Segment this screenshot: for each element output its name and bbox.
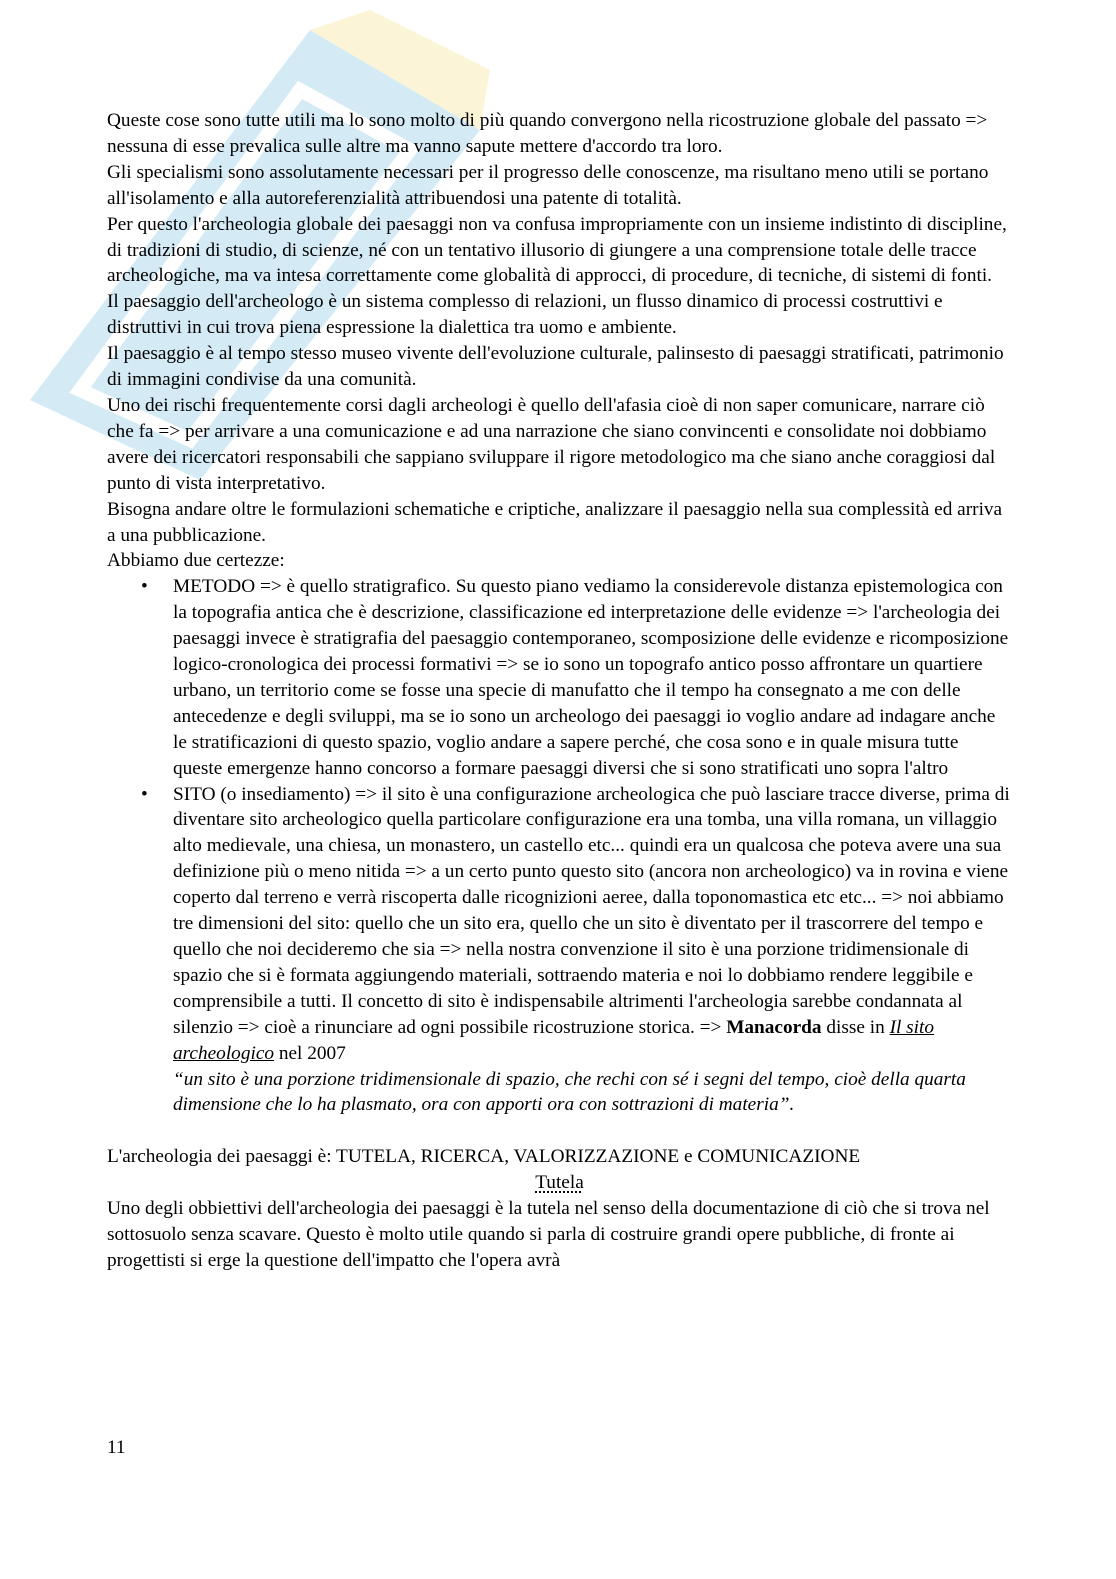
list-item-text: nel 2007 bbox=[274, 1042, 346, 1064]
list-item-text: disse in bbox=[821, 1016, 890, 1038]
list-item-sito bbox=[107, 782, 1012, 1119]
bullet-icon: • bbox=[141, 576, 148, 598]
quote: “un sito è una porzione tridimensionale di spazio, che rechi con sé i segni del tempo, cioè della quarta dimensione che lo ha plasmato, ora con apporti ora con sottrazioni di materia”. bbox=[173, 1068, 966, 1116]
paragraph: Bisogna andare oltre le formulazioni schematiche e criptiche, analizzare il paesaggio nella sua complessità ed arriva a una pubblicazione. bbox=[107, 498, 1003, 546]
paragraph: Queste cose sono tutte utili ma lo sono molto di più quando convergono nella ricostruzione globale del passato => nessuna di esse prevalica sulle altre ma vanno sapute mettere d'accordo tra loro. bbox=[107, 110, 988, 157]
document-body bbox=[107, 108, 1012, 1274]
page-number: 11 bbox=[107, 1437, 126, 1458]
list-item-metodo bbox=[107, 574, 1012, 781]
book-title: Il sito archeologico bbox=[173, 1016, 935, 1064]
section-title: Tutela bbox=[535, 1172, 584, 1194]
bullet-icon: • bbox=[141, 783, 148, 805]
paragraph: Il paesaggio è al tempo stesso museo vivente dell'evoluzione culturale, palinsesto di paesaggi stratificati, patrimonio di immagini condivise da una comunità. bbox=[107, 343, 1004, 391]
paragraph: Uno dei rischi frequentemente corsi dagli archeologi è quello dell'afasia cioè di non saper comunicare, narrare ciò che fa => per arrivare a una comunicazione e ad una narrazione che siano convincenti e consolidate noi dobbiamo avere dei ricercatori responsabili che sappiano sviluppare il rigore metodologico ma che siano anche coraggiosi dal punto di vista interpretativo. bbox=[107, 394, 996, 494]
list-item-text: SITO (o insediamento) => il sito è una configurazione archeologica che può lasciare tracce diverse, prima di diventare sito archeologico quella particolare configurazione era una tomba, una villa romana, un villaggio alto medievale, una chiesa, un monastero, un castello etc... quindi era un qualcosa che poteva avere una sua definizione più o meno nitida => a un certo punto questo sito (ancora non archeologico) va in rovina e viene coperto dal terreno e verrà riscoperta dalle ricognizioni aeree, dalla toponomastica etc etc... => noi abbiamo tre dimensioni del sito: quello che un sito era, quello che un sito è diventato per il trascorrere del tempo e quello che noi decideremo che sia => nella nostra convenzione il sito è una porzione tridimensionale di spazio che si è formata aggiungendo materiali, sottraendo materia e noi lo dobbiamo rendere leggibile e comprensibile a tutti. Il concetto di sito è indispensabile altrimenti l'archeologia sarebbe condannata al silenzio => cioè a rinunciare ad ogni possibile ricostruzione storica. => bbox=[173, 783, 1010, 1038]
summary-line: L'archeologia dei paesaggi è: TUTELA, RICERCA, VALORIZZAZIONE e COMUNICAZIONE bbox=[107, 1146, 861, 1168]
list-item-text: METODO => è quello stratigrafico. Su questo piano vediamo la considerevole distanza epistemologica con la topografia antica che è descrizione, classificazione ed interpretazione delle evidenze => l'archeologia dei paesaggi invece è stratigrafia del paesaggio contemporaneo, scomposizione delle evidenze e ricomposizione logico-cronologica dei processi formativi => se io sono un topografo antico posso affrontare un quartiere urbano, un territorio come se fosse una specie di manufatto che il tempo ha consegnato a me con delle antecedenze e degli sviluppi, ma se io sono un archeologo dei paesaggi io voglio andare ad indagare anche le stratificazioni di questo spazio, voglio andare a sapere perché, che cosa sono e in quale misura tutte queste emergenze hanno concorso a formare paesaggi diversi che si sono stratificati uno sopra l'altro bbox=[173, 576, 1009, 779]
paragraph: Gli specialismi sono assolutamente necessari per il progresso delle conoscenze, ma risultano meno utili se portano all'isolamento e alla autoreferenzialità attribuendosi una patente di totalità. bbox=[107, 161, 989, 209]
paragraph: Il paesaggio dell'archeologo è un sistema complesso di relazioni, un flusso dinamico di processi costruttivi e distruttivi in cui trova piena espressione la dialettica tra uomo e ambiente. bbox=[107, 291, 943, 339]
author-name: Manacorda bbox=[726, 1016, 822, 1038]
paragraph: Per questo l'archeologia globale dei paesaggi non va confusa impropriamente con un insieme indistinto di discipline, di tradizioni di studio, di scienze, né con un tentativo illusorio di giungere a una comprensione totale delle tracce archeologiche, ma va intesa correttamente come globalità di approcci, di procedure, di tecniche, di sistemi di fonti. bbox=[107, 213, 1007, 287]
paragraph: Uno degli obbiettivi dell'archeologia dei paesaggi è la tutela nel senso della documentazione di ciò che si trova nel sottosuolo senza scavare. Questo è molto utile quando si parla di costruire grandi opere pubbliche, di fronte ai progettisti si erge la questione dell'impatto che l'opera avrà bbox=[107, 1198, 990, 1271]
certainties-list bbox=[107, 574, 1012, 1118]
paragraph: Abbiamo due certezze: bbox=[107, 550, 285, 572]
spacer bbox=[107, 1118, 1012, 1144]
